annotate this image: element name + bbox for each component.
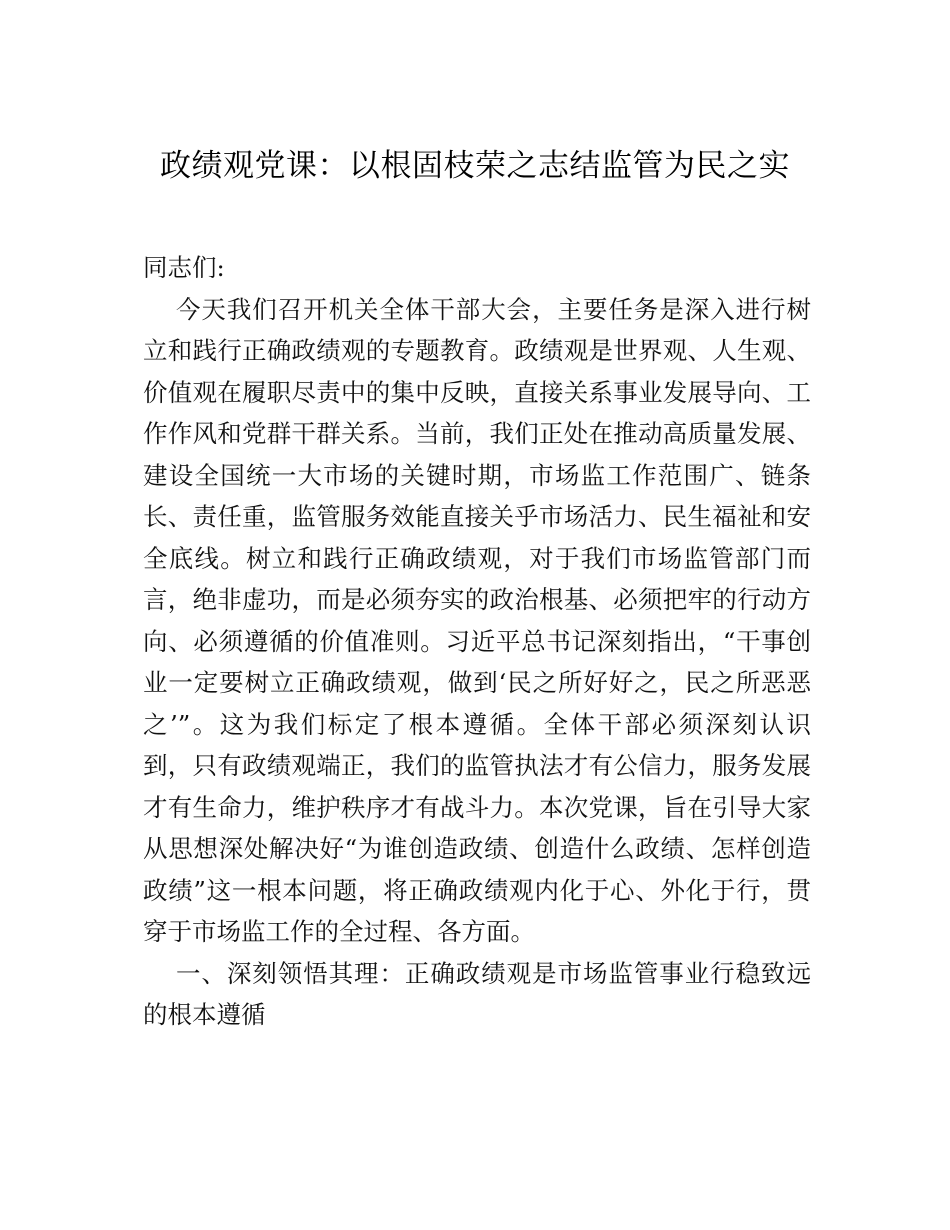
- paragraph-line: 才有生命力，维护秩序才有战斗力。本次党课，旨在引导大家: [143, 792, 811, 822]
- paragraph-line: 立和践行正确政绩观的专题教育。政绩观是世界观、人生观、: [143, 336, 811, 365]
- salutation: 同志们:: [143, 253, 225, 282]
- document-body: [143, 247, 811, 1036]
- paragraph-line: 到，只有政绩观端正，我们的监管执法才有公信力，服务发展: [143, 751, 811, 780]
- paragraph-line: 向、必须遵循的价值准则。习近平总书记深刻指出，“干事创: [143, 626, 811, 656]
- paragraph-intro: [143, 289, 811, 953]
- heading-line: 一、深刻领悟其理：正确政绩观是市场监管事业行稳致远: [176, 958, 811, 988]
- paragraph-line: 长、责任重，监管服务效能直接关乎市场活力、民生福祉和安: [143, 502, 811, 531]
- paragraph-line: 价值观在履职尽责中的集中反映，直接关系事业发展导向、工: [143, 377, 811, 407]
- paragraph-line: 业一定要树立正确政绩观，做到‘民之所好好之，民之所恶恶: [143, 668, 811, 697]
- paragraph-line: 政绩”这一根本问题，将正确政绩观内化于心、外化于行，贯: [143, 875, 811, 905]
- paragraph-line: 之’”。这为我们标定了根本遵循。全体干部必须深刻认识: [143, 709, 811, 739]
- paragraph-line: 言，绝非虚功，而是必须夯实的政治根基、必须把牢的行动方: [143, 585, 811, 614]
- paragraph-line: 作作风和党群干群关系。当前，我们正处在推动高质量发展、: [143, 419, 811, 448]
- paragraph-line: 全底线。树立和践行正确政绩观，对于我们市场监管部门而: [143, 543, 811, 573]
- paragraph-line: 建设全国统一大市场的关键时期，市场监工作范围广、链条: [143, 460, 811, 490]
- section-heading-1: [143, 953, 811, 1036]
- paragraph-line: 从思想深处解决好“为谁创造政绩、创造什么政绩、怎样创造: [143, 834, 811, 863]
- paragraph-line: 穿于市场监工作的全过程、各方面。: [143, 917, 535, 946]
- document-title: 政绩观党课：以根固枝荣之志结监管为民之实: [160, 148, 790, 184]
- heading-line: 的根本遵循: [143, 1000, 266, 1029]
- paragraph-line: 今天我们召开机关全体干部大会，主要任务是深入进行树: [176, 294, 811, 324]
